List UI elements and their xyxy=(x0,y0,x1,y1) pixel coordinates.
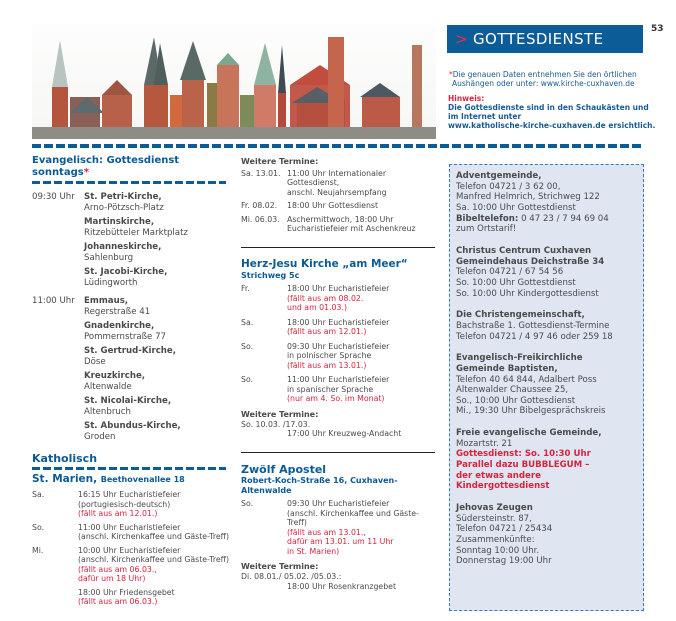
evangelisch-title: Evangelisch: Gottesdienst sonntags xyxy=(32,155,180,179)
service-line: in spanischer Sprache xyxy=(287,384,374,394)
info-line: Telefon 04721 / 67 54 56 xyxy=(456,267,564,278)
church-title: Adventgemeinde, xyxy=(456,171,542,181)
info-line: Telefon 04721 / 25434 xyxy=(456,524,553,535)
church-info-jehovas-zeugen xyxy=(456,503,637,567)
cancellation-note: (fällt aus am 13.01., xyxy=(287,527,366,537)
info-line: Telefon 04721 / 3 62 00, xyxy=(456,181,561,192)
cancellation-note: (fällt aus am 06.03.) xyxy=(78,597,158,607)
info-line: Mozartstr. 21 xyxy=(456,438,513,449)
evangelisch-heading xyxy=(32,155,232,179)
church-title: Die Christengemeinschaft, xyxy=(456,310,585,321)
cancellation-note: dafür am 13.01. um 11 Uhr xyxy=(287,537,394,547)
additional-date-entry xyxy=(241,215,437,234)
church-name: St. Nicolai-Kirche, xyxy=(84,396,172,407)
service-line: (portugiesisch-deutsch) xyxy=(78,499,171,509)
divider-line xyxy=(241,452,435,453)
service-day: Sa. xyxy=(241,317,254,327)
church-info-christus-centrum xyxy=(456,246,637,299)
info-line: So. 10:00 Uhr Kindergottesdienst xyxy=(456,288,599,299)
church-place: Groden xyxy=(84,431,116,442)
service-day: Sa. xyxy=(32,490,45,500)
description-line: Eucharistiefeier mit Aschenkreuz xyxy=(287,224,416,234)
service-description xyxy=(287,318,437,337)
service-description xyxy=(287,375,437,404)
section-title: GOTTESDIENSTE xyxy=(472,30,604,48)
service-line: (anschl. Kirchenkaffee und Gäste-Treff) xyxy=(287,508,419,528)
service-day: So. xyxy=(241,375,254,385)
service-description xyxy=(78,588,232,607)
church-info-christengemeinschaft xyxy=(456,310,637,342)
service-day: So. xyxy=(241,341,254,351)
description-line: 11:00 Uhr Internationaler Gottesdienst, xyxy=(287,168,387,188)
info-line: Manfred Helmrich, Strichweg 122 xyxy=(456,192,600,203)
info-line: Mi., 19:30 Uhr Bibelgesprächskreis xyxy=(456,406,606,417)
hinweis-line: im Internet unter xyxy=(448,112,522,121)
cancellation-note: (fällt aus am 12.01.) xyxy=(287,327,367,337)
church-title: Evangelisch-Freikirchliche xyxy=(456,353,583,364)
weitere-termine-label: Weitere Termine: xyxy=(241,562,319,572)
description-line: 18:00 Uhr Gottesdienst xyxy=(287,201,379,211)
highlight-line: Gottesdienst: So. 10:30 Uhr xyxy=(456,449,591,460)
asterisk: * xyxy=(83,167,89,179)
service-day xyxy=(32,588,78,607)
church-entry xyxy=(84,321,232,342)
church-title: Jehovas Zeugen xyxy=(456,503,533,514)
service-entry xyxy=(241,284,437,313)
hinweis-link[interactable]: www.katholische-kirche-cuxhaven.de ersichtlich. xyxy=(448,121,656,130)
service-description xyxy=(78,523,232,542)
church-info-freie-evangelische xyxy=(456,428,637,492)
additional-description xyxy=(287,215,437,234)
service-entry xyxy=(32,490,232,519)
service-description xyxy=(287,284,437,313)
additional-date: Mi. 06.03. xyxy=(241,214,280,224)
church-name: St. Abundus-Kirche, xyxy=(84,421,181,432)
arrow-icon: > xyxy=(455,30,468,48)
weitere-termine-label: Weitere Termine: xyxy=(241,157,319,166)
church-entry xyxy=(84,192,232,213)
cancellation-note: (fällt aus am 06.03., xyxy=(78,564,157,574)
katholisch-heading: Katholisch xyxy=(32,452,98,466)
info-line: Bachstraße 1. Gottesdienst-Termine xyxy=(456,320,610,331)
heading-underline xyxy=(32,181,226,184)
church-place: Altenwalde xyxy=(84,381,132,392)
hinweis-line: Die Gottesdienste sind in den Schaukästen und xyxy=(448,103,649,112)
parish-herz-jesu-name: Herz-Jesu Kirche „am Meer“ xyxy=(241,257,408,270)
service-day: Mi. xyxy=(32,545,44,555)
cancellation-note: dafür um 18 Uhr) xyxy=(78,574,146,584)
service-entry xyxy=(241,318,437,337)
info-line: So., 10:00 Uhr Gottesdienst xyxy=(456,395,576,406)
service-line: (anschl. Kirchenkaffee und Gäste-Treff) xyxy=(78,555,230,565)
description-line: Aschermittwoch, 18:00 Uhr xyxy=(287,214,394,224)
church-name: Johanneskirche, xyxy=(84,242,162,253)
additional-description: 18:00 Uhr Rosenkranzgebet xyxy=(287,581,397,591)
parish-zwoelf-apostel-name: Zwölf Apostel xyxy=(241,462,327,476)
section-divider xyxy=(32,144,644,148)
special-note: (nur am 4. So. im Monat) xyxy=(287,394,385,404)
church-name: Kreuzkirche, xyxy=(84,371,146,382)
column-evangelisch-katholisch xyxy=(32,155,232,607)
info-line: Telefon 40 64 844, Adalbert Poss xyxy=(456,374,597,385)
service-line: 18:00 Uhr Friedensgebet xyxy=(78,587,175,597)
service-entry xyxy=(32,588,232,607)
cancellation-note: und am 01.03.) xyxy=(287,303,348,313)
service-time-block xyxy=(32,296,232,446)
church-info-baptisten xyxy=(456,353,637,417)
additional-date-entry xyxy=(241,201,437,211)
page-number: 53 xyxy=(651,24,664,34)
church-place: Altenbruch xyxy=(84,406,131,417)
church-collage-photo xyxy=(32,25,436,139)
parish-address: Robert-Koch-Straße 16, Cuxhaven-Altenwalde xyxy=(241,475,398,495)
service-line: 10:00 Uhr Eucharistiefeier xyxy=(78,545,181,555)
church-title-line2: Gemeinde Baptisten, xyxy=(456,363,558,374)
info-line: Sonntag 10:00 Uhr. xyxy=(456,545,540,556)
section-title-banner xyxy=(447,25,643,53)
service-line: (anschl. Kirchenkaffee und Gäste-Treff) xyxy=(78,532,230,542)
additional-date: Di. 08.01./ 05.02. /05.03.: xyxy=(241,572,342,582)
bibeltelefon-label: Bibeltelefon: xyxy=(456,213,519,224)
heading-underline xyxy=(32,467,226,470)
service-line: 09:30 Uhr Eucharistiefeier xyxy=(287,499,390,509)
service-time: 09:30 Uhr xyxy=(32,192,75,203)
service-line: 09:30 Uhr Eucharistiefeier xyxy=(287,341,390,351)
additional-description xyxy=(287,169,437,198)
additional-description xyxy=(287,201,437,211)
info-line: Südersteinstr. 87, xyxy=(456,513,532,524)
highlight-line: der etwas andere Kindergottesdienst xyxy=(456,470,550,492)
service-day: So. xyxy=(241,499,254,509)
church-name: St. Jacobi-Kirche, xyxy=(84,267,168,278)
service-description xyxy=(78,546,232,584)
column-katholisch-continued xyxy=(241,155,437,591)
service-time-block xyxy=(32,192,232,292)
church-info-adventgemeinde xyxy=(456,171,637,235)
church-skyline-illustration xyxy=(32,25,436,139)
service-line: 11:00 Uhr Eucharistiefeier xyxy=(287,375,390,385)
service-line: 11:00 Uhr Eucharistiefeier xyxy=(78,522,181,532)
church-entry xyxy=(84,217,232,238)
info-line: So. 10:00 Uhr Gottestdienst xyxy=(456,277,576,288)
bibeltelefon-number: 0 47 23 / 7 94 69 04 xyxy=(518,213,609,224)
church-title-line2: Gemeindehaus Deichstraße 34 xyxy=(456,256,605,267)
church-entry xyxy=(84,346,232,367)
service-entry xyxy=(241,342,437,371)
asterisk: * xyxy=(449,70,453,79)
additional-date: So. 10.03. /17.03. xyxy=(241,419,311,429)
service-day: Fr. xyxy=(241,284,250,294)
footnote-line: Aushängen oder unter: www.kirche-cuxhaven.de xyxy=(452,79,635,88)
service-entry xyxy=(32,523,232,542)
service-entry xyxy=(32,546,232,584)
service-description xyxy=(78,490,232,519)
additional-date: Sa. 13.01. xyxy=(241,168,281,178)
church-place: Regerstraße 41 xyxy=(84,306,151,317)
other-churches-box xyxy=(449,164,644,611)
church-list xyxy=(84,296,232,446)
cancellation-note: in St. Marien) xyxy=(287,546,340,556)
parish-st-marien xyxy=(32,473,232,486)
church-entry xyxy=(84,396,232,417)
divider-line xyxy=(241,247,435,248)
service-line: 18:00 Uhr Eucharistiefeier xyxy=(287,317,390,327)
weitere-termine-label: Weitere Termine: xyxy=(241,409,319,419)
church-name: Gnadenkirche, xyxy=(84,321,155,332)
church-entry xyxy=(84,242,232,263)
service-entry xyxy=(241,375,437,404)
additional-date: Fr. 08.02. xyxy=(241,201,278,211)
service-line: 16:15 Uhr Eucharistiefeier xyxy=(78,490,181,500)
info-note xyxy=(448,70,673,130)
service-line: in polnischer Sprache xyxy=(287,351,372,361)
info-line: Altenwalder Chaussee 25, xyxy=(456,385,569,396)
church-name: St. Petri-Kirche, xyxy=(84,192,162,203)
church-place: Arno-Pötzsch-Platz xyxy=(84,202,164,213)
church-entry xyxy=(84,296,232,317)
service-time: 11:00 Uhr xyxy=(32,296,75,307)
info-line: Donnerstag 19:00 Uhr xyxy=(456,556,552,567)
service-description xyxy=(287,499,437,556)
cancellation-note: (fällt aus am 08.02. xyxy=(287,293,364,303)
info-line xyxy=(456,214,637,225)
highlight-line: Parallel dazu BUBBLEGUM – xyxy=(456,460,590,471)
info-line: Zusammenkünfte: xyxy=(456,535,535,546)
parish-address: Beethovenallee 18 xyxy=(100,475,185,485)
church-title: Freie evangelische Gemeinde, xyxy=(456,428,602,439)
cancellation-note: (fällt aus am 12.01.) xyxy=(78,509,158,519)
church-place: Sahlenburg xyxy=(84,252,134,263)
church-entry xyxy=(84,267,232,288)
church-title: Christus Centrum Cuxhaven xyxy=(456,245,592,256)
church-place: Lüdingworth xyxy=(84,277,138,288)
church-name: Emmaus, xyxy=(84,296,129,307)
footnote xyxy=(448,70,673,88)
info-line: Sa. 10:00 Uhr Gottestdienst xyxy=(456,202,576,213)
additional-description: 17:00 Uhr Kreuzweg-Andacht xyxy=(287,429,402,439)
description-line: anschl. Neujahrsempfang xyxy=(287,187,387,197)
hinweis-label: Hinweis: xyxy=(448,94,485,103)
info-line: Telefon 04721 / 4 97 46 oder 259 18 xyxy=(456,331,613,342)
footnote-line: Die genauen Daten entnehmen Sie den örtlichen xyxy=(452,70,637,79)
church-entry xyxy=(84,371,232,392)
service-line: 18:00 Uhr Eucharistiefeier xyxy=(287,284,390,294)
church-name: St. Gertrud-Kirche, xyxy=(84,346,177,357)
service-entry xyxy=(241,499,437,556)
service-day: So. xyxy=(32,522,45,532)
additional-date-entry xyxy=(241,169,437,198)
church-name: Martinskirche, xyxy=(84,217,155,228)
church-place: Ritzebütteler Marktplatz xyxy=(84,227,188,238)
parish-address: Strichweg 5c xyxy=(241,270,300,280)
church-entry xyxy=(84,421,232,442)
church-place: Pommernstraße 77 xyxy=(84,331,167,342)
service-description xyxy=(287,342,437,371)
church-place: Döse xyxy=(84,356,106,367)
church-list xyxy=(84,192,232,292)
info-line: zum Ortstarif! xyxy=(456,224,517,235)
parish-name: St. Marien, xyxy=(32,473,98,486)
cancellation-note: (fällt aus am 13.01.) xyxy=(287,360,367,370)
